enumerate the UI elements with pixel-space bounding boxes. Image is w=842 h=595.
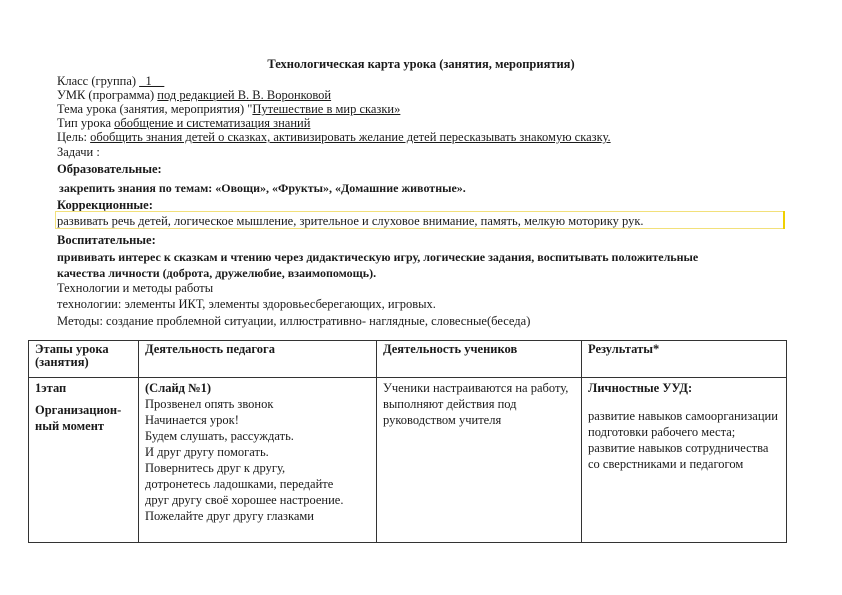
stage-cell (29, 378, 139, 543)
umk-label: УМК (программа) (57, 88, 155, 102)
teacher-line: Пожелайте друг другу глазками (145, 509, 314, 523)
header-stages: Этапы урока (занятия) (29, 341, 139, 378)
header-teacher: Деятельность педагога (139, 341, 377, 378)
teacher-line: Начинается урок! (145, 413, 239, 427)
header-students: Деятельность учеников (377, 341, 582, 378)
goal-label: Цель: (57, 130, 87, 144)
teacher-line: И друг другу помогать. (145, 445, 269, 459)
class-line (57, 74, 164, 88)
lesson-type-value: обобщение и систематизация знаний (114, 116, 311, 130)
document-title: Технологическая карта урока (занятия, мероприятия) (267, 57, 575, 71)
correctional-heading: Коррекционные: (57, 198, 153, 212)
lesson-type-label: Тип урока (57, 116, 112, 130)
topic-line (57, 102, 400, 116)
teacher-line: друг другу своё хорошее настроение. (145, 493, 344, 507)
tasks-label: Задачи : (57, 145, 100, 159)
upbringing-heading: Воспитательные: (57, 233, 156, 247)
results-text: развитие навыков самоорганизации подготовки рабочего места; развитие навыков сотрудничества со сверстниками и педагогом (588, 409, 778, 471)
technologies-text: технологии: элементы ИКТ, элементы здоровьесберегающих, игровых. (57, 297, 436, 311)
table-header-row (29, 341, 787, 378)
teacher-line: Прозвенел опять звонок (145, 397, 274, 411)
teacher-line: дотронетесь ладошками, передайте (145, 477, 334, 491)
teacher-line: Повернитесь друг к другу, (145, 461, 286, 475)
umk-line (57, 88, 331, 102)
stage-number: 1этап (35, 381, 67, 395)
results-title: Личностные УУД: (588, 381, 693, 395)
lesson-table (28, 340, 787, 543)
educational-text: закрепить знания по темам: «Овощи», «Фрукты», «Домашние животные». (59, 181, 466, 195)
header-results: Результаты* (582, 341, 787, 378)
slide-label: (Слайд №1) (145, 381, 212, 395)
class-value: _1__ (139, 74, 165, 88)
topic-label: Тема урока (занятия, мероприятия) " (57, 102, 253, 116)
goal-value: обобщить знания детей о сказках, активизировать желание детей пересказывать знакомую сказку. (90, 130, 611, 144)
class-label: Класс (группа) (57, 74, 137, 88)
students-cell (377, 378, 582, 543)
stage-title: Организацион-ный момент (35, 403, 122, 433)
upbringing-text-1: прививать интерес к сказкам и чтению через дидактическую игру, логические задания, воспитывать положительные (57, 250, 699, 264)
teacher-line: Будем слушать, рассуждать. (145, 429, 294, 443)
table-row (29, 378, 787, 543)
upbringing-text-2: качества личности (доброта, дружелюбие, взаимопомощь). (57, 266, 377, 280)
methods-text: Методы: создание проблемной ситуации, иллюстративно- наглядные, словесные(беседа) (57, 314, 531, 328)
correctional-text: развивать речь детей, логическое мышление, зрительное и слуховое внимание, память, мелкую моторику рук. (57, 214, 644, 228)
topic-value: Путешествие в мир сказки» (252, 102, 401, 116)
results-cell (582, 378, 787, 543)
umk-value: под редакцией В. В. Воронковой (157, 88, 332, 102)
highlight-marker (783, 211, 785, 229)
goal-line (57, 130, 611, 144)
technologies-heading: Технологии и методы работы (57, 281, 214, 295)
lesson-type-line (57, 116, 310, 130)
students-text: Ученики настраиваются на работу, выполняют действия под руководством учителя (383, 381, 569, 427)
educational-heading: Образовательные: (57, 162, 162, 176)
teacher-cell (139, 378, 377, 543)
